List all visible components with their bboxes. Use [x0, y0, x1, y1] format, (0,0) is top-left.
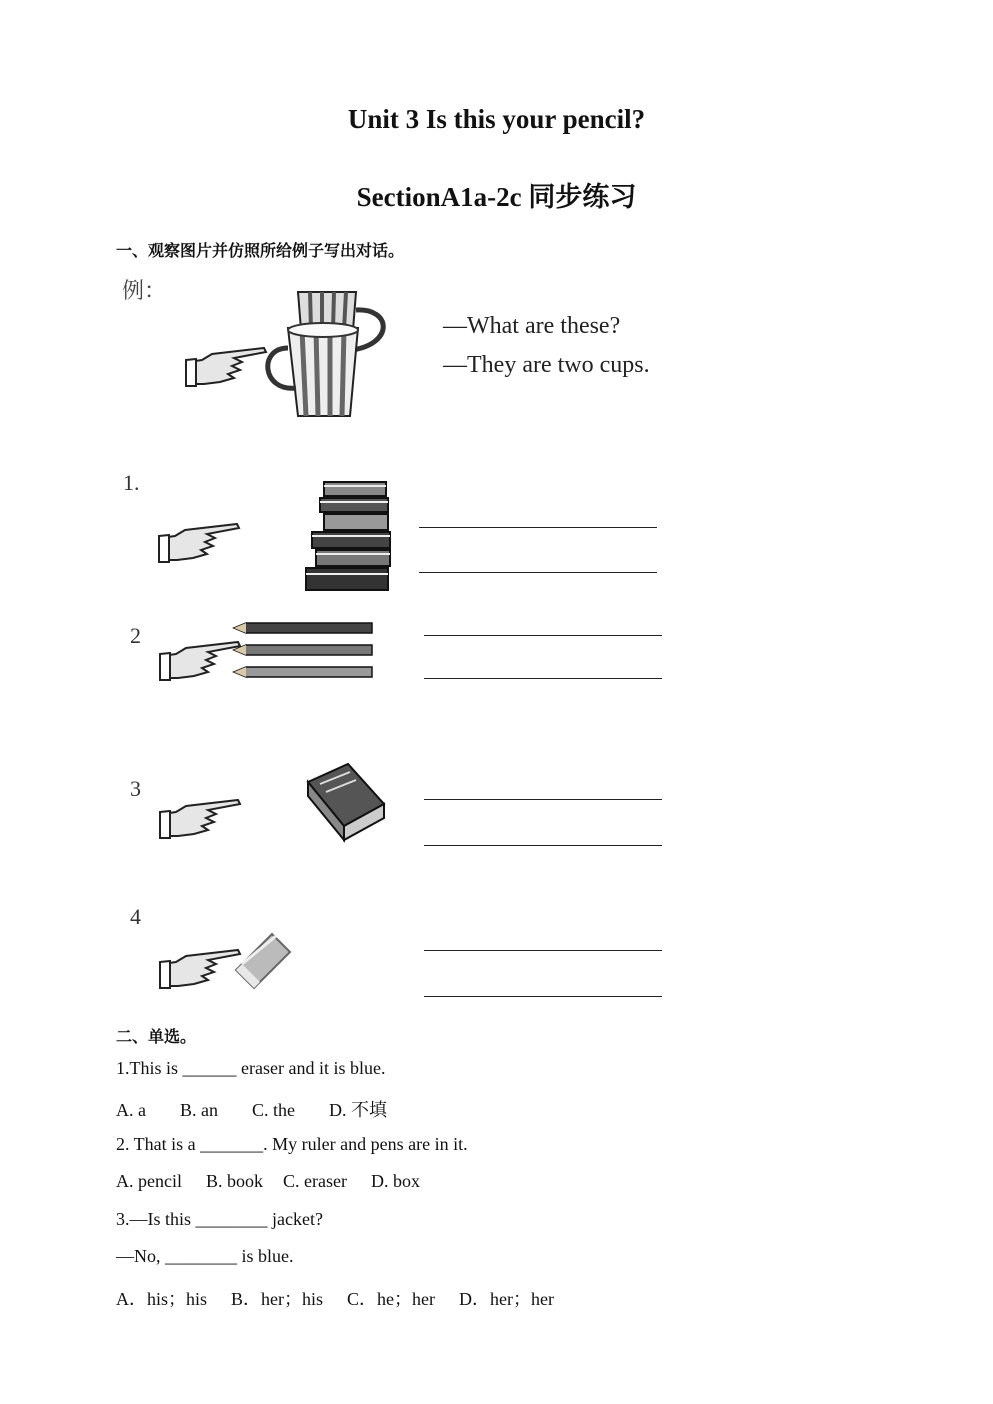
option-b[interactable]: B．her；his — [231, 1289, 324, 1309]
answer-line[interactable] — [424, 678, 662, 679]
books-icon — [302, 478, 394, 596]
question-1-options — [116, 1096, 421, 1122]
pointing-hand-icon — [184, 340, 270, 392]
answer-line[interactable] — [424, 799, 662, 800]
option-d[interactable]: D. 不填 — [329, 1100, 387, 1120]
question-2-stem: 2. That is a _______. My ruler and pens are in it. — [116, 1134, 468, 1154]
part1-heading: 一、观察图片并仿照所给例子写出对话。 — [116, 241, 405, 260]
answer-line[interactable] — [424, 996, 662, 997]
question-3-options — [116, 1285, 588, 1311]
option-a[interactable]: A．his；his — [116, 1289, 208, 1309]
option-c[interactable]: C. eraser — [283, 1171, 347, 1191]
option-a[interactable]: A. a — [116, 1100, 146, 1120]
part2-heading: 二、单选。 — [116, 1027, 197, 1046]
answer-line[interactable] — [424, 845, 662, 846]
answer-line[interactable] — [424, 635, 662, 636]
item-2-number: 2 — [130, 623, 141, 648]
option-c[interactable]: C. the — [252, 1100, 295, 1120]
option-d[interactable]: D. box — [370, 1171, 420, 1191]
option-a[interactable]: A. pencil — [116, 1171, 182, 1191]
question-3-stem-reply: —No, ________ is blue. — [116, 1246, 294, 1266]
option-b[interactable]: B. an — [180, 1100, 218, 1120]
item-4-number: 4 — [130, 904, 141, 929]
question-2-options — [116, 1171, 454, 1192]
cups-icon — [262, 288, 402, 420]
page-subtitle: SectionA1a-2c 同步练习 — [356, 182, 637, 212]
item-3-number: 3 — [130, 776, 141, 801]
option-c[interactable]: C．he；her — [347, 1289, 435, 1309]
option-b[interactable]: B. book — [205, 1171, 263, 1191]
answer-line[interactable] — [424, 950, 662, 951]
example-label: 例： — [122, 279, 167, 304]
dictionary-icon — [304, 760, 388, 844]
item-1-number: 1. — [123, 470, 140, 495]
pencils-icon — [232, 620, 374, 682]
pointing-hand-icon — [158, 792, 244, 844]
page-title: Unit 3 Is this your pencil? — [347, 104, 646, 134]
pointing-hand-icon — [157, 516, 243, 568]
eraser-icon — [232, 930, 294, 990]
question-1-stem: 1.This is ______ eraser and it is blue. — [116, 1058, 386, 1078]
answer-line[interactable] — [419, 527, 657, 528]
option-d[interactable]: D．her；her — [459, 1289, 554, 1309]
question-3-stem: 3.—Is this ________ jacket? — [116, 1209, 323, 1229]
example-answer: —They are two cups. — [443, 352, 650, 378]
example-question: —What are these? — [443, 313, 621, 339]
answer-line[interactable] — [419, 572, 657, 573]
example-dialog — [443, 307, 650, 385]
